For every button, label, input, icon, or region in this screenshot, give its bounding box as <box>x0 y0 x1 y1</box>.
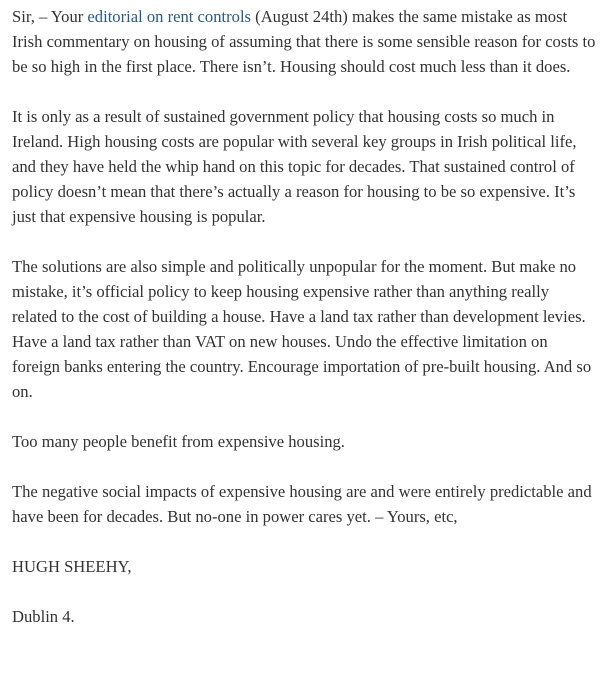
letter-paragraph-5: The negative social impacts of expensive housing are and were entirely predictable and have been for decades. But no-one in power cares yet. – Yours, etc, <box>12 482 592 526</box>
letter-paragraph-1 <box>12 4 598 79</box>
signature-address: Dublin 4. <box>12 607 75 626</box>
editorial-link[interactable]: editorial on rent controls <box>87 7 252 26</box>
letter-body <box>12 4 598 629</box>
salutation-text: Sir, – Your <box>12 7 88 26</box>
letter-paragraph-4: Too many people benefit from expensive housing. <box>12 432 345 451</box>
paragraph-1-text: (August 24th) makes the same mistake as most Irish commentary on housing of assuming that there is some sensible reason for costs to be so high in the first place. There isn’t. Housing should cost much less than it does. <box>12 7 596 76</box>
signature-name: HUGH SHEEHY, <box>12 557 132 576</box>
letter-paragraph-2: It is only as a result of sustained government policy that housing costs so much in Ireland. High housing costs are popular with several key groups in Irish political life, and they have held the whip hand on this topic for decades. That sustained control of policy doesn’t mean that there’s actually a reason for housing to be so expensive. It’s just that expensive housing is popular. <box>12 107 577 226</box>
letter-paragraph-3: The solutions are also simple and politically unpopular for the moment. But make no mistake, it’s official policy to keep housing expensive rather than anything really related to the cost of building a house. Have a land tax rather than development levies. Have a land tax rather than VAT on new houses. Undo the effective limitation on foreign banks entering the country. Encourage importation of pre-built housing. And so on. <box>12 257 592 401</box>
